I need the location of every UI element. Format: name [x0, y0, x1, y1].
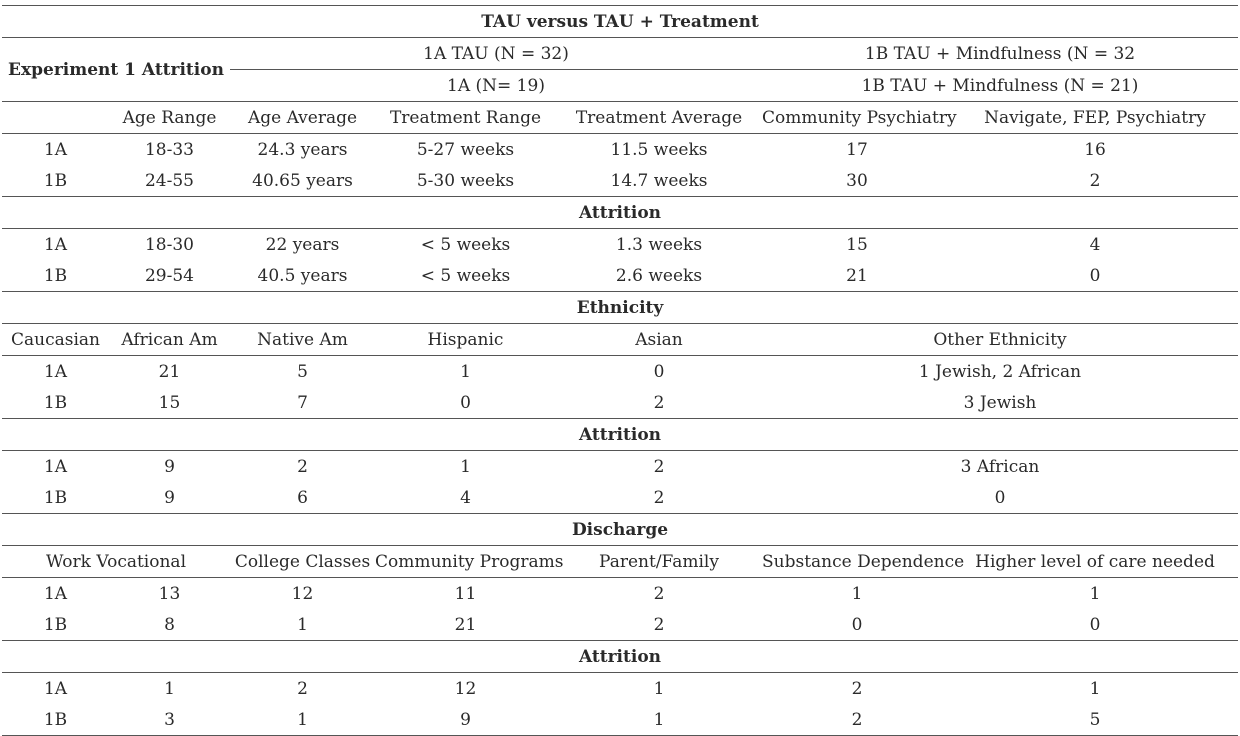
table-cell: 24.3 years: [257, 139, 348, 160]
table-cell: 21: [375, 609, 556, 641]
table-cell: 1A: [43, 234, 68, 255]
table-cell: 0: [762, 609, 952, 641]
column-header: Asian: [556, 324, 762, 356]
table-cell: 1A: [43, 583, 68, 604]
table-cell: 12: [291, 583, 314, 604]
column-header: Hispanic: [375, 324, 556, 356]
table-cell: 22 years: [265, 234, 340, 255]
table-cell: 0: [952, 260, 1238, 292]
section-label-discharge: Discharge: [2, 514, 1238, 546]
section-label-attrition: Attrition: [2, 641, 1238, 673]
table-cell: 1B: [2, 260, 109, 292]
table-cell: 21: [158, 361, 181, 382]
group-header-1a-attrition: 1A (N= 19): [230, 70, 762, 102]
group-header-1b-attrition: 1B TAU + Mindfulness (N = 21): [762, 70, 1238, 102]
table-cell: 3: [109, 704, 230, 736]
column-header: [2, 102, 109, 134]
table-row: [2, 704, 1238, 736]
table-cell: 9: [164, 456, 175, 477]
table-cell: 1.3 weeks: [615, 234, 703, 255]
table-cell: 5-27 weeks: [416, 139, 515, 160]
table-cell: 1: [230, 704, 375, 736]
column-header: African Am: [109, 324, 230, 356]
table-row: [2, 134, 1238, 166]
column-header: Treatment Range: [375, 102, 556, 134]
section-label-ethnicity: Ethnicity: [2, 292, 1238, 324]
discharge-header-row: [2, 546, 1238, 578]
table-cell: 2: [762, 704, 952, 736]
table-cell: < 5 weeks: [375, 260, 556, 292]
column-header: Caucasian: [2, 324, 109, 356]
column-header: Native Am: [230, 324, 375, 356]
column-header: Navigate, FEP, Psychiatry: [952, 102, 1238, 134]
table-cell: 1B: [2, 609, 109, 641]
table-cell: 1B: [2, 165, 109, 197]
table-cell: 1 Jewish, 2 African: [918, 361, 1082, 382]
group-header-1b: 1B TAU + Mindfulness (N = 32: [762, 38, 1238, 70]
table-cell: 1A: [43, 139, 68, 160]
table-cell: 5: [952, 704, 1238, 736]
table-cell: 5-30 weeks: [375, 165, 556, 197]
table-cell: 1: [460, 361, 471, 382]
table-cell: 1B: [2, 704, 109, 736]
table-row: [2, 387, 1238, 419]
table-cell: 0: [762, 482, 1238, 514]
table-cell: 24-55: [109, 165, 230, 197]
table-row: [2, 482, 1238, 514]
table-row: [2, 578, 1238, 610]
table-cell: 1B: [2, 387, 109, 419]
column-header: Work Vocational: [2, 546, 230, 578]
table-cell: 40.5 years: [230, 260, 375, 292]
column-header: Substance Dependence: [762, 546, 952, 578]
table-cell: 16: [1084, 139, 1106, 160]
table-cell: 2: [297, 678, 308, 699]
table-cell: 2: [851, 678, 863, 699]
table-cell: 1: [460, 456, 471, 477]
table-cell: 6: [230, 482, 375, 514]
table-row: [2, 356, 1238, 388]
table-cell: 1A: [43, 678, 68, 699]
column-header: Treatment Average: [556, 102, 762, 134]
table-cell: 0: [375, 387, 556, 419]
group-header-1a: 1A TAU (N = 32): [230, 38, 762, 70]
table-cell: 3 African: [960, 456, 1040, 477]
table-cell: 1: [653, 678, 665, 699]
column-header: Age Range: [109, 102, 230, 134]
table-title: TAU versus TAU + Treatment: [2, 6, 1238, 38]
table-cell: 2: [556, 387, 762, 419]
table-cell: 3 Jewish: [762, 387, 1238, 419]
table-cell: 9: [375, 704, 556, 736]
table-cell: 15: [109, 387, 230, 419]
table-cell: 0: [952, 609, 1238, 641]
table-cell: 2: [952, 165, 1238, 197]
table-cell: 17: [846, 139, 868, 160]
table-cell: 11: [454, 583, 477, 604]
table-cell: 21: [762, 260, 952, 292]
table-cell: 1A: [43, 456, 68, 477]
table-row: [2, 609, 1238, 641]
table-cell: 1B: [2, 482, 109, 514]
table-cell: 29-54: [109, 260, 230, 292]
table-cell: 1: [1089, 678, 1101, 699]
table-row: [2, 229, 1238, 261]
table-cell: 0: [653, 361, 665, 382]
table-cell: 4: [1089, 234, 1101, 255]
table-cell: 12: [454, 678, 477, 699]
table-cell: 2: [297, 456, 308, 477]
table-cell: 1: [1089, 583, 1101, 604]
table-cell: 40.65 years: [230, 165, 375, 197]
table-cell: < 5 weeks: [420, 234, 511, 255]
table-cell: 15: [846, 234, 868, 255]
column-header: Community Programs: [375, 546, 556, 578]
column-header: College Classes: [230, 546, 375, 578]
attrition-table: [2, 5, 1238, 736]
table-cell: 2: [653, 456, 665, 477]
table-cell: 11.5 weeks: [610, 139, 708, 160]
table-cell: 18-33: [144, 139, 194, 160]
table-row: [2, 260, 1238, 292]
table-cell: 1: [164, 678, 175, 699]
table-cell: 1: [556, 704, 762, 736]
table-cell: 1: [230, 609, 375, 641]
column-header: Other Ethnicity: [762, 324, 1238, 356]
table-cell: 2.6 weeks: [556, 260, 762, 292]
table-row: [2, 451, 1238, 483]
table-row: [2, 673, 1238, 705]
table-cell: 14.7 weeks: [556, 165, 762, 197]
table-cell: 9: [109, 482, 230, 514]
table-cell: 1A: [43, 361, 68, 382]
section-label-attrition: Attrition: [2, 197, 1238, 229]
column-header: Parent/Family: [556, 546, 762, 578]
table-cell: 7: [230, 387, 375, 419]
table-cell: 1: [851, 583, 863, 604]
table-cell: 13: [158, 583, 181, 604]
table-cell: 8: [109, 609, 230, 641]
column-header: Higher level of care needed: [952, 546, 1238, 578]
table-cell: 4: [375, 482, 556, 514]
table-cell: 30: [762, 165, 952, 197]
ethnicity-header-row: [2, 324, 1238, 356]
table-cell: 2: [556, 609, 762, 641]
section-label-attrition: Attrition: [2, 419, 1238, 451]
column-header: Community Psychiatry: [762, 102, 952, 134]
table-cell: 5: [297, 361, 308, 382]
column-header: Age Average: [230, 102, 375, 134]
table-row: [2, 165, 1238, 197]
demographics-header-row: [2, 102, 1238, 134]
table-cell: 2: [653, 583, 665, 604]
table-cell: 2: [556, 482, 762, 514]
experiment-label: Experiment 1 Attrition: [2, 38, 230, 102]
table-cell: 18-30: [144, 234, 194, 255]
